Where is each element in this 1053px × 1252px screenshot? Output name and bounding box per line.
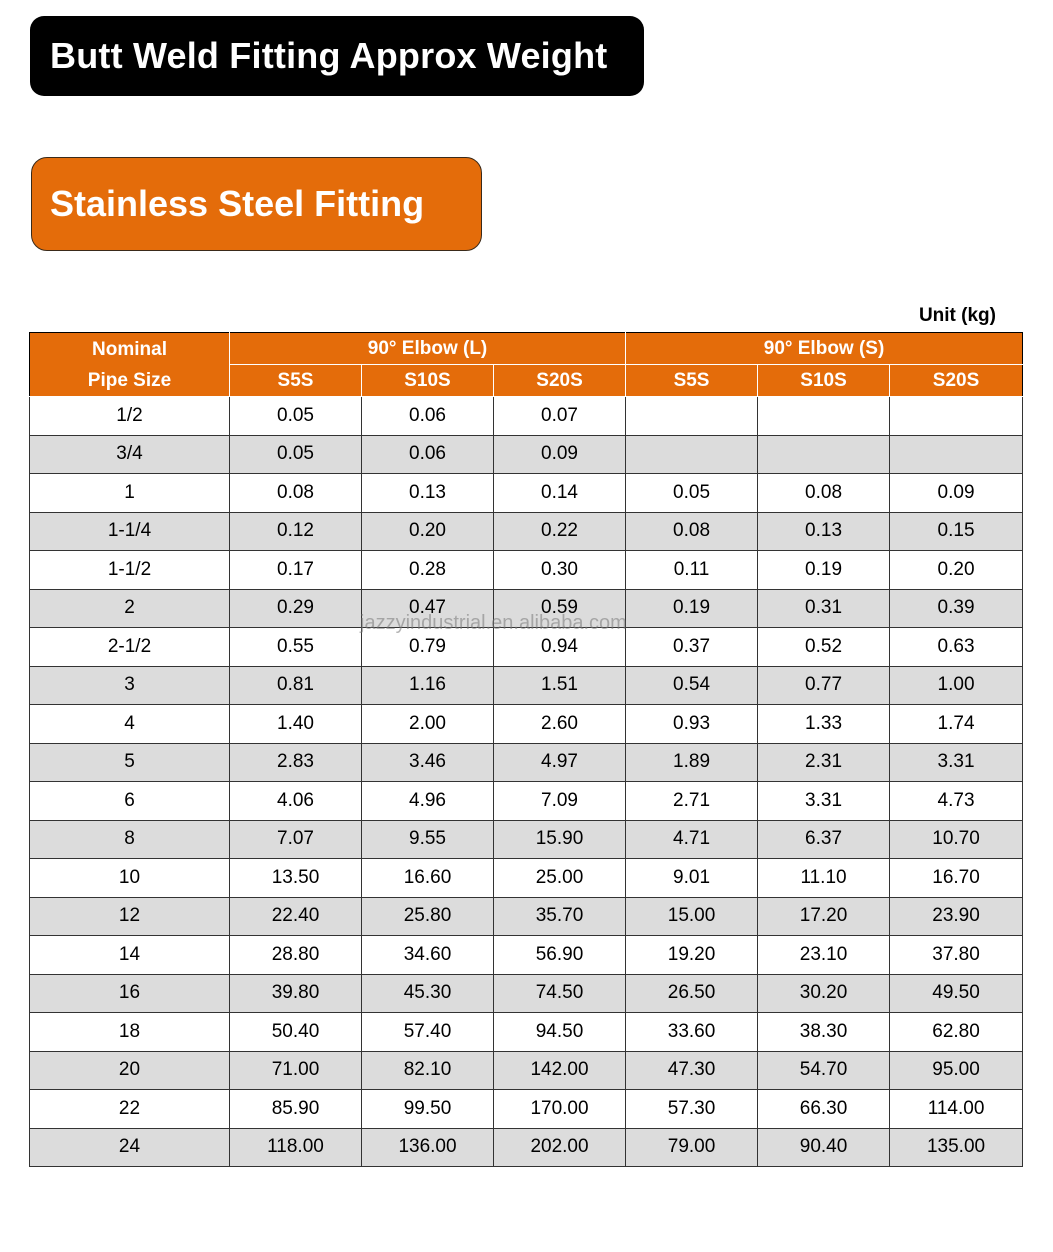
cell-pipe-size: 12	[30, 897, 230, 936]
cell-pipe-size: 3/4	[30, 435, 230, 474]
cell-s-s20s: 49.50	[890, 974, 1023, 1013]
cell-pipe-size: 22	[30, 1090, 230, 1129]
cell-pipe-size: 3	[30, 666, 230, 705]
cell-pipe-size: 20	[30, 1051, 230, 1090]
cell-l-s20s: 202.00	[494, 1128, 626, 1167]
cell-pipe-size: 18	[30, 1013, 230, 1052]
cell-s-s10s	[758, 397, 890, 436]
cell-pipe-size: 24	[30, 1128, 230, 1167]
cell-l-s5s: 0.29	[230, 589, 362, 628]
cell-s-s20s: 0.63	[890, 628, 1023, 667]
table-row	[30, 628, 1023, 667]
cell-pipe-size: 5	[30, 743, 230, 782]
header-elbow-l: 90° Elbow (L)	[230, 333, 626, 365]
cell-l-s10s: 34.60	[362, 936, 494, 975]
cell-l-s10s: 2.00	[362, 705, 494, 744]
cell-s-s20s: 1.74	[890, 705, 1023, 744]
cell-l-s20s: 2.60	[494, 705, 626, 744]
cell-l-s5s: 2.83	[230, 743, 362, 782]
cell-l-s5s: 85.90	[230, 1090, 362, 1129]
cell-s-s20s: 0.15	[890, 512, 1023, 551]
cell-s-s5s: 57.30	[626, 1090, 758, 1129]
cell-s-s5s: 2.71	[626, 782, 758, 821]
section-title: Stainless Steel Fitting	[50, 183, 425, 224]
cell-s-s20s: 3.31	[890, 743, 1023, 782]
cell-l-s20s: 0.22	[494, 512, 626, 551]
cell-l-s5s: 0.81	[230, 666, 362, 705]
section-banner	[31, 157, 482, 251]
cell-s-s10s: 6.37	[758, 820, 890, 859]
cell-pipe-size: 1/2	[30, 397, 230, 436]
cell-s-s10s: 17.20	[758, 897, 890, 936]
page-title: Butt Weld Fitting Approx Weight	[50, 35, 608, 76]
cell-l-s20s: 7.09	[494, 782, 626, 821]
cell-s-s5s: 9.01	[626, 859, 758, 898]
cell-s-s10s: 23.10	[758, 936, 890, 975]
header-elbow-s: 90° Elbow (S)	[626, 333, 1023, 365]
table-row	[30, 1128, 1023, 1167]
cell-l-s5s: 4.06	[230, 782, 362, 821]
header-sub-s20s-l: S20S	[494, 365, 626, 397]
header-sub-s20s-s: S20S	[890, 365, 1023, 397]
table-row	[30, 859, 1023, 898]
cell-s-s20s: 37.80	[890, 936, 1023, 975]
cell-s-s20s: 4.73	[890, 782, 1023, 821]
cell-l-s5s: 13.50	[230, 859, 362, 898]
cell-l-s10s: 82.10	[362, 1051, 494, 1090]
cell-pipe-size: 1-1/4	[30, 512, 230, 551]
cell-s-s5s: 33.60	[626, 1013, 758, 1052]
cell-l-s20s: 4.97	[494, 743, 626, 782]
cell-s-s5s: 0.37	[626, 628, 758, 667]
cell-s-s5s: 4.71	[626, 820, 758, 859]
weight-table	[29, 332, 1023, 1167]
cell-l-s10s: 0.06	[362, 435, 494, 474]
cell-l-s10s: 136.00	[362, 1128, 494, 1167]
cell-l-s5s: 7.07	[230, 820, 362, 859]
cell-l-s20s: 74.50	[494, 974, 626, 1013]
cell-pipe-size: 10	[30, 859, 230, 898]
cell-s-s10s: 0.19	[758, 551, 890, 590]
cell-s-s10s: 38.30	[758, 1013, 890, 1052]
cell-s-s5s: 79.00	[626, 1128, 758, 1167]
table-row	[30, 474, 1023, 513]
cell-s-s10s: 0.08	[758, 474, 890, 513]
cell-l-s5s: 39.80	[230, 974, 362, 1013]
cell-l-s20s: 0.59	[494, 589, 626, 628]
cell-pipe-size: 2-1/2	[30, 628, 230, 667]
watermark: jazzyindustrial.en.alibaba.com	[360, 612, 627, 634]
cell-s-s20s: 0.09	[890, 474, 1023, 513]
table-row	[30, 1090, 1023, 1129]
table-row	[30, 936, 1023, 975]
cell-s-s10s: 66.30	[758, 1090, 890, 1129]
cell-s-s10s: 0.31	[758, 589, 890, 628]
table-row	[30, 397, 1023, 436]
table-row	[30, 551, 1023, 590]
cell-s-s5s: 0.08	[626, 512, 758, 551]
cell-pipe-size: 1	[30, 474, 230, 513]
cell-l-s10s: 25.80	[362, 897, 494, 936]
cell-l-s5s: 0.55	[230, 628, 362, 667]
cell-s-s5s: 26.50	[626, 974, 758, 1013]
table-row	[30, 1051, 1023, 1090]
table-row	[30, 974, 1023, 1013]
cell-s-s5s: 15.00	[626, 897, 758, 936]
cell-pipe-size: 6	[30, 782, 230, 821]
cell-pipe-size: 16	[30, 974, 230, 1013]
cell-l-s20s: 25.00	[494, 859, 626, 898]
cell-pipe-size: 2	[30, 589, 230, 628]
cell-s-s20s: 135.00	[890, 1128, 1023, 1167]
cell-s-s5s: 0.11	[626, 551, 758, 590]
cell-l-s20s: 0.94	[494, 628, 626, 667]
header-nominal-line2: Pipe Size	[87, 369, 172, 391]
cell-s-s10s: 3.31	[758, 782, 890, 821]
cell-s-s5s: 0.93	[626, 705, 758, 744]
cell-s-s5s: 0.05	[626, 474, 758, 513]
table-row	[30, 743, 1023, 782]
cell-l-s5s: 0.17	[230, 551, 362, 590]
cell-l-s20s: 0.30	[494, 551, 626, 590]
title-banner	[30, 16, 644, 96]
cell-s-s10s: 11.10	[758, 859, 890, 898]
table-row	[30, 512, 1023, 551]
cell-pipe-size: 4	[30, 705, 230, 744]
cell-l-s20s: 0.09	[494, 435, 626, 474]
cell-s-s20s: 62.80	[890, 1013, 1023, 1052]
cell-l-s5s: 22.40	[230, 897, 362, 936]
cell-s-s20s: 1.00	[890, 666, 1023, 705]
cell-s-s20s: 23.90	[890, 897, 1023, 936]
cell-l-s20s: 142.00	[494, 1051, 626, 1090]
cell-l-s5s: 118.00	[230, 1128, 362, 1167]
cell-l-s5s: 0.05	[230, 435, 362, 474]
cell-l-s10s: 16.60	[362, 859, 494, 898]
header-nominal-line1: Nominal	[92, 338, 167, 360]
cell-s-s5s: 47.30	[626, 1051, 758, 1090]
cell-l-s5s: 28.80	[230, 936, 362, 975]
table-row	[30, 666, 1023, 705]
cell-s-s20s: 0.39	[890, 589, 1023, 628]
table-row	[30, 820, 1023, 859]
cell-l-s10s: 3.46	[362, 743, 494, 782]
header-nominal-pipe-size	[30, 333, 230, 397]
table-row	[30, 897, 1023, 936]
header-sub-s5s-s: S5S	[626, 365, 758, 397]
cell-l-s20s: 170.00	[494, 1090, 626, 1129]
cell-l-s10s: 45.30	[362, 974, 494, 1013]
cell-s-s10s: 2.31	[758, 743, 890, 782]
cell-l-s5s: 0.08	[230, 474, 362, 513]
cell-s-s10s: 0.13	[758, 512, 890, 551]
cell-s-s10s: 1.33	[758, 705, 890, 744]
cell-pipe-size: 14	[30, 936, 230, 975]
cell-l-s10s: 9.55	[362, 820, 494, 859]
cell-s-s10s: 0.52	[758, 628, 890, 667]
table-header	[30, 333, 1023, 397]
cell-s-s5s: 0.54	[626, 666, 758, 705]
cell-l-s20s: 35.70	[494, 897, 626, 936]
cell-s-s10s: 54.70	[758, 1051, 890, 1090]
cell-s-s10s: 0.77	[758, 666, 890, 705]
table-row	[30, 435, 1023, 474]
cell-l-s10s: 0.47	[362, 589, 494, 628]
header-sub-s10s-l: S10S	[362, 365, 494, 397]
cell-l-s20s: 0.07	[494, 397, 626, 436]
cell-s-s20s: 0.20	[890, 551, 1023, 590]
cell-pipe-size: 8	[30, 820, 230, 859]
cell-l-s5s: 0.05	[230, 397, 362, 436]
cell-l-s20s: 15.90	[494, 820, 626, 859]
table-row	[30, 705, 1023, 744]
cell-s-s10s	[758, 435, 890, 474]
weight-table-container	[29, 332, 1022, 1167]
cell-l-s10s: 0.13	[362, 474, 494, 513]
table-body	[30, 397, 1023, 1167]
cell-l-s10s: 0.79	[362, 628, 494, 667]
cell-l-s20s: 56.90	[494, 936, 626, 975]
cell-s-s10s: 90.40	[758, 1128, 890, 1167]
cell-s-s5s	[626, 435, 758, 474]
cell-s-s5s	[626, 397, 758, 436]
cell-l-s10s: 0.20	[362, 512, 494, 551]
cell-l-s20s: 1.51	[494, 666, 626, 705]
cell-s-s5s: 0.19	[626, 589, 758, 628]
header-sub-s5s-l: S5S	[230, 365, 362, 397]
unit-label: Unit (kg)	[918, 305, 996, 326]
cell-l-s5s: 50.40	[230, 1013, 362, 1052]
cell-s-s5s: 1.89	[626, 743, 758, 782]
cell-s-s20s	[890, 435, 1023, 474]
header-sub-s10s-s: S10S	[758, 365, 890, 397]
cell-s-s20s: 114.00	[890, 1090, 1023, 1129]
cell-l-s20s: 0.14	[494, 474, 626, 513]
cell-l-s10s: 4.96	[362, 782, 494, 821]
cell-pipe-size: 1-1/2	[30, 551, 230, 590]
cell-l-s10s: 57.40	[362, 1013, 494, 1052]
cell-s-s20s: 95.00	[890, 1051, 1023, 1090]
table-row	[30, 589, 1023, 628]
cell-s-s20s	[890, 397, 1023, 436]
cell-l-s5s: 71.00	[230, 1051, 362, 1090]
cell-l-s10s: 0.28	[362, 551, 494, 590]
cell-s-s10s: 30.20	[758, 974, 890, 1013]
cell-l-s20s: 94.50	[494, 1013, 626, 1052]
table-row	[30, 782, 1023, 821]
cell-s-s20s: 16.70	[890, 859, 1023, 898]
table-row	[30, 1013, 1023, 1052]
cell-s-s5s: 19.20	[626, 936, 758, 975]
cell-l-s10s: 1.16	[362, 666, 494, 705]
cell-l-s5s: 0.12	[230, 512, 362, 551]
cell-s-s20s: 10.70	[890, 820, 1023, 859]
cell-l-s10s: 0.06	[362, 397, 494, 436]
cell-l-s5s: 1.40	[230, 705, 362, 744]
cell-l-s10s: 99.50	[362, 1090, 494, 1129]
